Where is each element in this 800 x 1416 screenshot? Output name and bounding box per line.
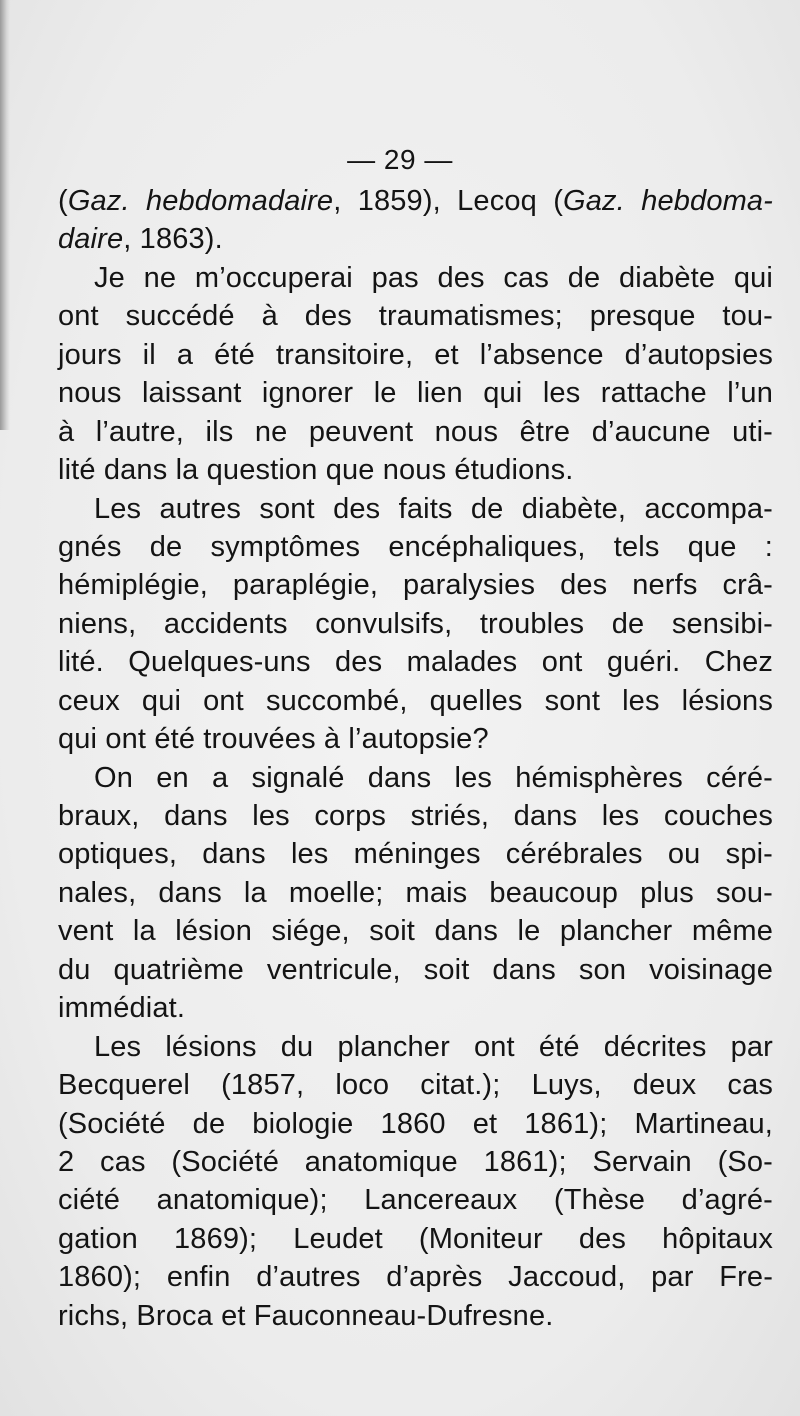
text-segment: Je ne m’occuperai pas des cas de diabète qui: [94, 261, 773, 294]
text-line: [58, 951, 773, 989]
body-text: [58, 182, 773, 1335]
italic-citation: Gaz. hebdoma-: [563, 185, 773, 217]
text-line: [58, 566, 773, 604]
text-line: [58, 720, 773, 758]
text-segment: jours il a été transitoire, et l’absence d’autopsies: [58, 338, 773, 371]
text-segment: On en a signalé dans les hémisphères céré-: [94, 761, 773, 794]
page-number: — 29 —: [347, 144, 453, 175]
text-segment: richs, Broca et Fauconneau-Dufresne.: [58, 1299, 554, 1332]
text-line: [58, 989, 773, 1027]
text-line: [58, 874, 773, 912]
text-segment: ciété anatomique); Lancereaux (Thèse d’agré-: [58, 1184, 773, 1217]
text-segment: nous laissant ignorer le lien qui les rattache l’un: [58, 377, 773, 410]
text-segment: vent la lésion siége, soit dans le plancher même: [58, 915, 773, 948]
text-segment: , 1863).: [123, 223, 223, 256]
text-line: [58, 182, 773, 220]
text-segment: Les lésions du plancher ont été décrites par: [94, 1030, 773, 1063]
text-segment: 1860); enfin d’autres d’après Jaccoud, par Fre-: [58, 1261, 773, 1294]
text-line: [58, 374, 773, 412]
text-line: [58, 1105, 773, 1143]
text-segment: Becquerel (1857, loco citat.); Luys, deux cas: [58, 1069, 773, 1102]
text-line: [58, 490, 773, 528]
italic-citation: daire: [58, 223, 124, 256]
text-line: [58, 1297, 773, 1335]
text-segment: hémiplégie, paraplégie, paralysies des nerfs crâ-: [58, 569, 773, 602]
text-line: [58, 605, 773, 643]
text-segment: nales, dans la moelle; mais beaucoup plus sou-: [58, 876, 773, 909]
text-segment: niens, accidents convulsifs, troubles de sensibi-: [58, 607, 773, 640]
text-segment: (Société de biologie 1860 et 1861); Martineau,: [58, 1107, 773, 1140]
text-line: [58, 528, 773, 566]
text-line: [58, 759, 773, 797]
italic-citation: Gaz. hebdomadaire: [67, 185, 334, 217]
text-line: [58, 1066, 773, 1104]
text-line: [58, 1028, 773, 1066]
page-edge-shadow: [0, 0, 10, 430]
text-segment: gation 1869); Leudet (Moniteur des hôpitaux: [58, 1222, 773, 1255]
text-line: [58, 835, 773, 873]
text-line: [58, 451, 773, 489]
text-line: [58, 1258, 773, 1296]
text-segment: , 1859), Lecoq (: [333, 185, 564, 217]
text-segment: lité dans la question que nous étudions.: [58, 454, 574, 487]
text-segment: à l’autre, ils ne peuvent nous être d’aucune uti-: [58, 415, 773, 448]
text-segment: optiques, dans les méninges cérébrales ou spi-: [58, 838, 773, 871]
text-segment: (: [58, 185, 68, 217]
text-line: [58, 297, 773, 335]
text-segment: 2 cas (Société anatomique 1861); Servain (So-: [58, 1145, 773, 1178]
text-line: [58, 682, 773, 720]
text-segment: qui ont été trouvées à l’autopsie?: [58, 723, 489, 756]
text-segment: lité. Quelques-uns des malades ont guéri. Chez: [58, 646, 773, 679]
text-segment: gnés de symptômes encéphaliques, tels que :: [58, 530, 773, 563]
text-line: [58, 336, 773, 374]
text-line: [58, 912, 773, 950]
text-segment: du quatrième ventricule, soit dans son voisinage: [58, 953, 773, 986]
text-line: [58, 643, 773, 681]
text-line: [58, 1220, 773, 1258]
text-segment: braux, dans les corps striés, dans les couches: [58, 800, 773, 832]
text-line: [58, 220, 773, 258]
text-line: [58, 259, 773, 297]
text-line: [58, 413, 773, 451]
text-line: [58, 797, 773, 835]
text-segment: immédiat.: [58, 992, 186, 1025]
text-segment: ont succédé à des traumatismes; presque tou-: [58, 300, 773, 333]
text-segment: ceux qui ont succombé, quelles sont les lésions: [58, 684, 773, 717]
text-segment: Les autres sont des faits de diabète, accompa-: [94, 492, 773, 525]
text-line: [58, 1181, 773, 1219]
text-line: [58, 1143, 773, 1181]
